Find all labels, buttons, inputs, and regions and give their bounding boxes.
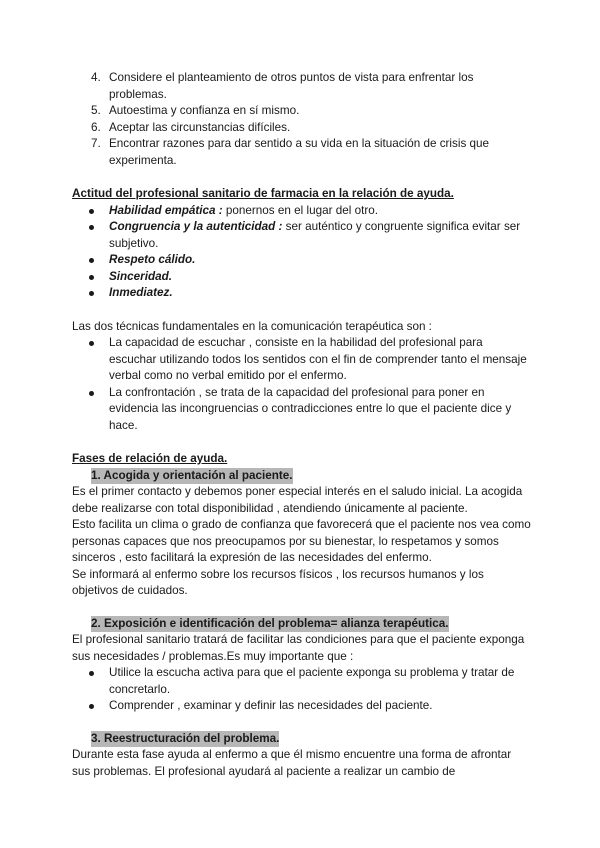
list-item [72, 335, 532, 385]
phase-1-paragraph: Se informará al enfermo sobre los recursos físicos , los recursos humanos y los objetivos de cuidados. [72, 567, 484, 597]
bullet-icon [89, 391, 94, 396]
item-bold-text: Respeto cálido. [109, 253, 196, 266]
bullet-icon [89, 209, 94, 214]
document-page [72, 70, 532, 780]
list-item [72, 285, 532, 302]
actitud-list [72, 203, 532, 302]
item-text: La capacidad de escuchar , consiste en la habilidad del profesional para escuchar utilizando todos los sentidos con el fin de comprender tanto el mensaje verbal como no verbal emitido por el enfermo. [109, 336, 527, 382]
bullet-icon [89, 291, 94, 296]
bullet-icon [89, 225, 94, 230]
section-heading-actitud: Actitud del profesional sanitario de farmacia en la relación de ayuda. [72, 187, 454, 200]
section-heading-fases: Fases de relación de ayuda. [72, 452, 228, 465]
list-item [72, 103, 532, 120]
phase-3-paragraph: Durante esta fase ayuda al enfermo a que él mismo encuentre una forma de afrontar sus problemas. El profesional ayudará al paciente a realizar un cambio de [72, 748, 512, 778]
list-item [72, 136, 532, 169]
tecnicas-intro: Las dos técnicas fundamentales en la comunicación terapéutica son : [72, 319, 432, 333]
item-bold-text: Congruencia y la autenticidad : [109, 220, 283, 233]
phase-3-title: 3. Reestructuración del problema. [91, 731, 279, 748]
item-bold-text: Inmediatez. [109, 286, 173, 299]
list-item [72, 269, 532, 286]
bullet-icon [89, 704, 94, 709]
list-item [72, 665, 532, 698]
list-item-text: Autoestima y confianza en sí mismo. [109, 104, 300, 117]
phase-1-paragraph: Esto facilita un clima o grado de confianza que favorecerá que el paciente nos vea como personas capaces que nos preocupamos por su bienestar, lo respetamos y somos sinceros , esto facilitará la expresión de las necesidades del enfermo. [72, 518, 531, 564]
list-item [72, 385, 532, 435]
item-text: ponernos en el lugar del otro. [222, 203, 378, 217]
item-bold-text: Habilidad empática : [109, 203, 223, 217]
phase-2-paragraph: El profesional sanitario tratará de facilitar las condiciones para que el paciente exponga sus necesidades / problemas.Es muy importante que : [72, 633, 525, 663]
item-bold-text: Sinceridad. [109, 269, 173, 283]
item-text: ser auténtico y congruente significa evitar ser subjetivo. [109, 220, 521, 250]
phase-2-list [72, 665, 532, 715]
bullet-icon [89, 341, 94, 346]
list-number: 4. [91, 71, 101, 84]
item-text: Utilice la escucha activa para que el paciente exponga su problema y tratar de concretarlo. [109, 666, 515, 696]
bullet-icon [89, 671, 94, 676]
phase-2-title: 2. Exposición e identificación del problema= alianza terapéutica. [91, 616, 449, 633]
list-item [72, 120, 532, 137]
list-item [72, 70, 532, 103]
bullet-icon [89, 275, 94, 280]
list-number: 5. [91, 104, 101, 117]
item-text: La confrontación , se trata de la capacidad del profesional para poner en evidencia las incongruencias o contradicciones entre lo que el paciente dice y hace. [109, 385, 512, 432]
list-number: 7. [91, 137, 101, 150]
list-item [72, 219, 532, 252]
list-number: 6. [91, 120, 101, 134]
list-item-text: Considere el planteamiento de otros puntos de vista para enfrentar los problemas. [109, 71, 474, 101]
phase-1-title: 1. Acogida y orientación al paciente. [91, 468, 293, 485]
list-item-text: Aceptar las circunstancias difíciles. [109, 120, 291, 134]
numbered-list [72, 70, 532, 169]
list-item-text: Encontrar razones para dar sentido a su vida en la situación de crisis que experimenta. [109, 137, 490, 167]
bullet-icon [89, 258, 94, 263]
tecnicas-list [72, 335, 532, 434]
list-item [72, 252, 532, 269]
item-text: Comprender , examinar y definir las necesidades del paciente. [109, 699, 433, 712]
list-item [72, 698, 532, 715]
phase-1-paragraph: Es el primer contacto y debemos poner especial interés en el saludo inicial. La acogida debe realizarse con total disponibilidad , atendiendo únicamente al paciente. [72, 485, 523, 515]
list-item [72, 203, 532, 220]
